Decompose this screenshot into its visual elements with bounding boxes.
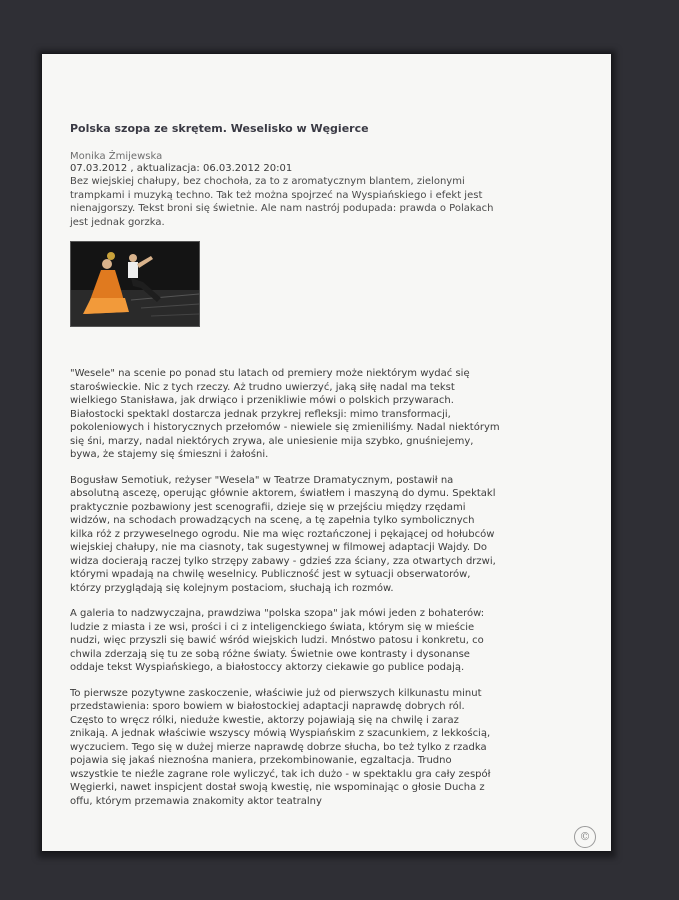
article (70, 70, 500, 820)
article-dates: 07.03.2012 , aktualizacja: 06.03.2012 20:01 (70, 163, 293, 174)
article-paragraph: Bogusław Semotiuk, reżyser "Wesela" w Teatrze Dramatycznym, postawił na absolutną ascezę, operując głównie aktorem, światłem i maszyną do dymu. Spektakl praktycznie pozbawiony jest scenografii, dzieje się w przejściu między rzędami widzów, na schodach prowadzących na scenę, a tę zapełnia tylko symbolicznych kilka róż z przyweselnego ogrodu. Nie ma więc roztańczonej i pękającej od hołubców wiejskiej chałupy, nie ma ciasnoty, tak sugestywnej w filmowej adaptacji Wajdy. Do widza docierają raczej tylko strzępy zabawy - gdzieś zza ściany, zza otwartych drzwi, którymi wpadają na chwilę weselnicy. Publiczność jest w sytuacji obserwatorów, którzy przyglądają się kolejnym postaciom, słuchają ich rozmów. (70, 474, 496, 594)
article-paragraph: "Wesele" na scenie po ponad stu latach od premiery może niektórym wydać się staroświeckie. Nic z tych rzeczy. Aż trudno uwierzyć, jaką siłę nadal ma tekst wielkiego Stanisława, jak drwiąco i przenikliwie mówi o polskich przywarach. Białostocki spektakl dostarcza jednak przykrej refleksji: mimo transformacji, pokoleniowych i historycznych przełomów - niewiele się zmieniliśmy. Nadal niektórym się śni, marzy, nadal niektórych zrywa, ale uniesienie mija szybko, gnuśniejemy, bywa, że stajemy się śmieszni i żałośni. (70, 368, 500, 460)
article-author: Monika Żmijewska (70, 151, 163, 162)
article-paragraph: A galeria to nadzwyczajna, prawdziwa "polska szopa" jak mówi jeden z bohaterów: ludzie z miasta i ze wsi, prości i ci z inteligenckiego świata, którym się w mieście nudzi, więc przyszli się bawić wśród wiejskich ludzi. Mnóstwo patosu i konkretu, co chwila zderzają się tu ze sobą różne światy. Świetnie owe kontrasty i dysonanse oddaje tekst Wyspiańskiego, a białostoccy aktorzy ciekawie go publice podają. (70, 608, 485, 673)
stage-photo (70, 241, 200, 327)
article-title: Polska szopa ze skrętem. Weselisko w Węgierce (70, 122, 369, 135)
copyright-stamp-icon: © (574, 826, 596, 848)
article-lead: Bez wiejskiej chałupy, bez chochoła, za to z aromatycznym blantem, zielonymi trampkami i muzyką techno. Tak też można spojrzeć na Wyspiańskiego i efekt jest nienajgorszy. Tekst broni się świetnie. Ale nam nastrój podupada: prawda o Polakach jest jednak gorzka. (70, 176, 494, 228)
stage-photo-image (71, 242, 199, 326)
article-paragraph: To pierwsze pozytywne zaskoczenie, właściwie już od pierwszych kilkunastu minut przedstawienia: sporo bowiem w białostockiej adaptacji naprawdę dobrych ról. Często to wręcz rólki, nieduże kwestie, aktorzy pojawiają się na chwilę i zaraz znikają. A jednak właściwie wszyscy mówią Wyspiańskim z szacunkiem, z lekkością, wyczuciem. Tego się w dużej mierze naprawdę dobrze słucha, bo też tylko z rzadka pojawia się jakaś nieznośna maniera, przekombinowanie, egzaltacja. Trudno wszystkie te nieźle zagrane role wyliczyć, tak ich dużo - w spektaklu gra cały zespół Węgierki, nawet inspicjent dostał swoją kwestię, nie wspominając o głosie Ducha z offu, którym przemawia znakomity aktor teatralny (70, 687, 491, 807)
